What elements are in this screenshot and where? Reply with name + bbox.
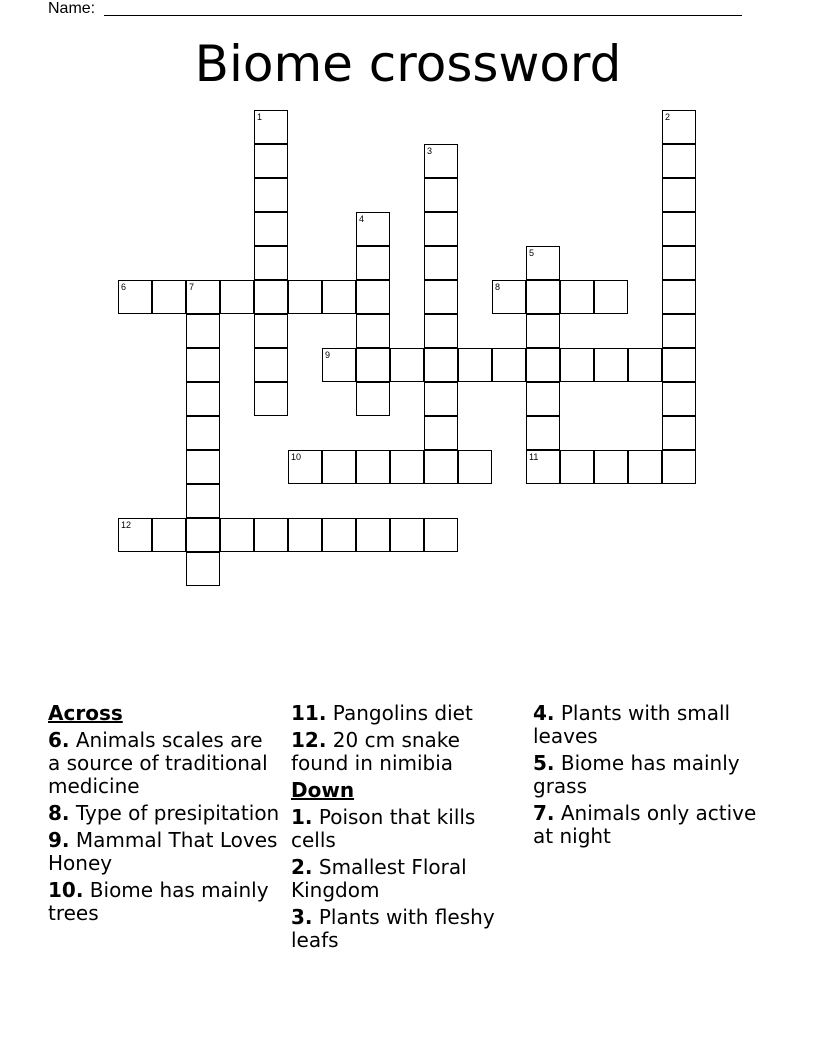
- crossword-cell[interactable]: [186, 518, 220, 552]
- crossword-cell[interactable]: [662, 416, 696, 450]
- across-clue-10: 10. Biome has mainly trees: [48, 878, 269, 925]
- across-clue-8: 8. Type of presipitation: [48, 801, 280, 825]
- crossword-cell[interactable]: [186, 348, 220, 382]
- crossword-cell[interactable]: [356, 246, 390, 280]
- down-clue-4: 4. Plants with small leaves: [533, 701, 731, 748]
- crossword-cell[interactable]: [254, 110, 288, 144]
- crossword-cell[interactable]: [662, 348, 696, 382]
- crossword-cell[interactable]: [662, 382, 696, 416]
- page-title: Biome crossword: [194, 35, 622, 93]
- crossword-cell[interactable]: [526, 280, 560, 314]
- name-label: Name:: [48, 0, 96, 17]
- crossword-cell[interactable]: [492, 348, 526, 382]
- crossword-cell[interactable]: [662, 280, 696, 314]
- clue-number: 8: [495, 282, 501, 292]
- down-heading: Down: [291, 778, 355, 802]
- crossword-cell[interactable]: [356, 212, 390, 246]
- crossword-cell[interactable]: [288, 518, 322, 552]
- crossword-cell[interactable]: [356, 382, 390, 416]
- crossword-cell[interactable]: [118, 280, 152, 314]
- crossword-cell[interactable]: [322, 348, 356, 382]
- crossword-cell[interactable]: [526, 246, 560, 280]
- across-clue-6: 6. Animals scales are a source of traditional medicine: [48, 728, 268, 798]
- clue-number: 3: [427, 146, 433, 156]
- crossword-cell[interactable]: [356, 450, 390, 484]
- crossword-cell[interactable]: [254, 382, 288, 416]
- clue-number: 4: [359, 214, 365, 224]
- clue-number: 10: [291, 452, 302, 462]
- crossword-cell[interactable]: [662, 110, 696, 144]
- crossword-cell[interactable]: [118, 518, 152, 552]
- crossword-cell[interactable]: [526, 450, 560, 484]
- crossword-cell[interactable]: [254, 518, 288, 552]
- crossword-cell[interactable]: [390, 450, 424, 484]
- crossword-cell[interactable]: [594, 450, 628, 484]
- crossword-cell[interactable]: [186, 280, 220, 314]
- across-clue-11: 11. Pangolins diet: [291, 701, 473, 725]
- clue-column-3: [533, 702, 765, 852]
- crossword-cell[interactable]: [662, 450, 696, 484]
- crossword-cell[interactable]: [662, 144, 696, 178]
- crossword-cell[interactable]: [152, 280, 186, 314]
- crossword-cell[interactable]: [526, 348, 560, 382]
- clue-column-1: [48, 702, 280, 929]
- crossword-cell[interactable]: [254, 348, 288, 382]
- crossword-cell[interactable]: [662, 178, 696, 212]
- clue-number: 9: [325, 350, 331, 360]
- crossword-cell[interactable]: [356, 314, 390, 348]
- crossword-cell[interactable]: [322, 450, 356, 484]
- down-clue-2: 2. Smallest Floral Kingdom: [291, 855, 467, 902]
- clue-column-2: [291, 702, 523, 956]
- crossword-cell[interactable]: [424, 416, 458, 450]
- clue-number: 6: [121, 282, 127, 292]
- crossword-cell[interactable]: [526, 382, 560, 416]
- crossword-cell[interactable]: [254, 212, 288, 246]
- crossword-cell[interactable]: [424, 178, 458, 212]
- clue-number: 1: [257, 112, 263, 122]
- crossword-cell[interactable]: [288, 280, 322, 314]
- crossword-cell[interactable]: [424, 450, 458, 484]
- crossword-cell[interactable]: [424, 518, 458, 552]
- clue-number: 2: [665, 112, 671, 122]
- across-clue-12: 12. 20 cm snake found in nimibia: [291, 728, 460, 775]
- crossword-cell[interactable]: [628, 450, 662, 484]
- crossword-cell[interactable]: [186, 552, 220, 586]
- crossword-cell[interactable]: [322, 280, 356, 314]
- crossword-cell[interactable]: [356, 518, 390, 552]
- crossword-cell[interactable]: [390, 348, 424, 382]
- crossword-cell[interactable]: [186, 416, 220, 450]
- crossword-cell[interactable]: [254, 144, 288, 178]
- clue-number: 11: [529, 452, 539, 462]
- crossword-cell[interactable]: [560, 450, 594, 484]
- clue-number: 7: [189, 282, 195, 292]
- crossword-cell[interactable]: [458, 348, 492, 382]
- across-heading: Across: [48, 701, 123, 725]
- crossword-cell[interactable]: [424, 144, 458, 178]
- crossword-cell[interactable]: [424, 212, 458, 246]
- crossword-cell[interactable]: [254, 246, 288, 280]
- crossword-cell[interactable]: [458, 450, 492, 484]
- crossword-cell[interactable]: [560, 348, 594, 382]
- crossword-cell[interactable]: [356, 280, 390, 314]
- crossword-cell[interactable]: [492, 280, 526, 314]
- crossword-cell[interactable]: [254, 178, 288, 212]
- crossword-cell[interactable]: [628, 348, 662, 382]
- crossword-cell[interactable]: [186, 484, 220, 518]
- crossword-cell[interactable]: [220, 518, 254, 552]
- down-clue-1: 1. Poison that kills cells: [291, 805, 476, 852]
- crossword-cell[interactable]: [424, 348, 458, 382]
- crossword-cell[interactable]: [288, 450, 322, 484]
- down-clue-7: 7. Animals only active at night: [533, 801, 757, 848]
- crossword-cell[interactable]: [662, 212, 696, 246]
- crossword-cell[interactable]: [560, 280, 594, 314]
- crossword-cell[interactable]: [526, 416, 560, 450]
- crossword-cell[interactable]: [526, 314, 560, 348]
- crossword-cell[interactable]: [662, 314, 696, 348]
- down-clue-5: 5. Biome has mainly grass: [533, 751, 740, 798]
- crossword-cell[interactable]: [186, 382, 220, 416]
- crossword-cell[interactable]: [186, 314, 220, 348]
- down-clue-3: 3. Plants with fleshy leafs: [291, 905, 495, 952]
- crossword-cell[interactable]: [662, 246, 696, 280]
- across-clue-9: 9. Mammal That Loves Honey: [48, 828, 278, 875]
- crossword-cell[interactable]: [594, 348, 628, 382]
- clue-number: 5: [529, 248, 535, 258]
- crossword-cell[interactable]: [254, 280, 288, 314]
- crossword-cell[interactable]: [424, 280, 458, 314]
- crossword-cell[interactable]: [220, 280, 254, 314]
- crossword-cell[interactable]: [424, 246, 458, 280]
- crossword-cell[interactable]: [322, 518, 356, 552]
- crossword-cell[interactable]: [186, 450, 220, 484]
- crossword-cell[interactable]: [594, 280, 628, 314]
- crossword-cell[interactable]: [390, 518, 424, 552]
- crossword-cell[interactable]: [356, 348, 390, 382]
- crossword-cell[interactable]: [254, 314, 288, 348]
- crossword-cell[interactable]: [152, 518, 186, 552]
- clue-number: 12: [121, 520, 132, 530]
- crossword-cell[interactable]: [424, 314, 458, 348]
- crossword-cell[interactable]: [424, 382, 458, 416]
